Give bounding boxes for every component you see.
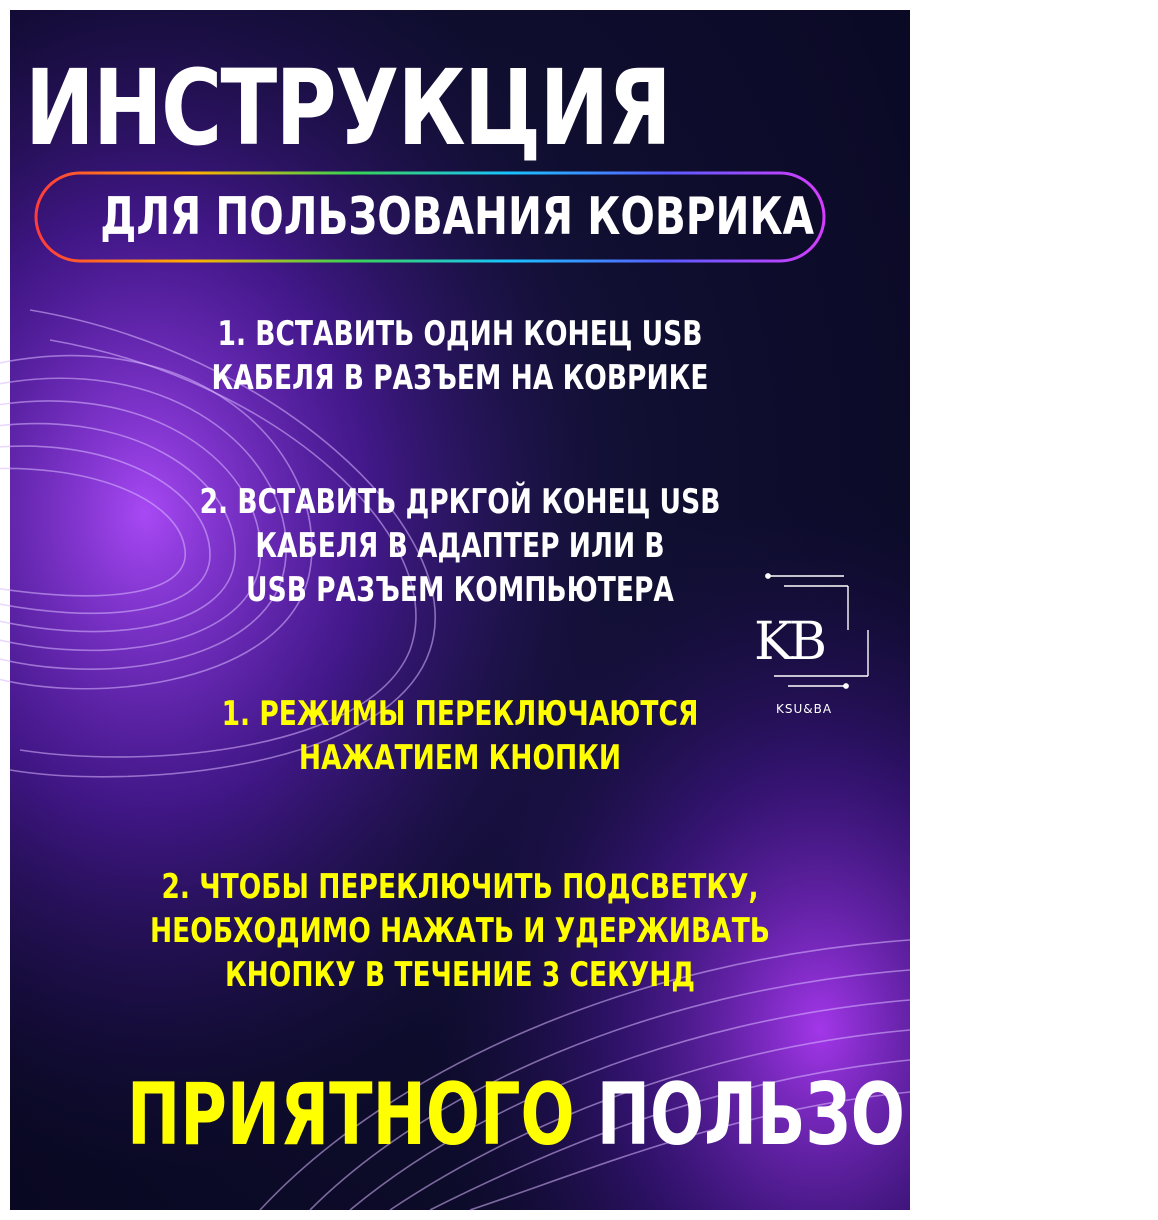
instruction-poster: [10, 10, 1158, 1210]
closing-word-2: ПОЛЬЗОВАНИЯ: [596, 1065, 1158, 1165]
step-line: 1. РЕЖИМЫ ПЕРЕКЛЮЧАЮТСЯ: [221, 694, 699, 734]
step-line: НАЖАТИЕМ КНОПКИ: [298, 738, 622, 778]
instruction-step-4: [109, 865, 811, 997]
closing-word-1: ПРИЯТНОГО: [127, 1065, 575, 1165]
step-line: USB РАЗЪЕМ КОМПЬЮТЕРА: [246, 570, 674, 610]
step-line: 2. ВСТАВИТЬ ДРКГОЙ КОНЕЦ USB: [199, 482, 721, 522]
step-line: 2. ЧТОБЫ ПЕРЕКЛЮЧИТЬ ПОДСВЕТКУ,: [161, 867, 759, 907]
step-line: КАБЕЛЯ В АДАПТЕР ИЛИ В: [255, 526, 665, 566]
step-line: 1. ВСТАВИТЬ ОДИН КОНЕЦ USB: [217, 314, 703, 354]
step-line: КНОПКУ В ТЕЧЕНИЕ 3 СЕКУНД: [224, 955, 696, 995]
instruction-step-1: [109, 312, 811, 400]
brand-logo-caption: KSU&BA: [776, 702, 833, 716]
instruction-step-3: [109, 692, 811, 780]
step-line: НЕОБХОДИМО НАЖАТЬ И УДЕРЖИВАТЬ: [149, 911, 771, 951]
step-line: КАБЕЛЯ В РАЗЪЕМ НА КОВРИКЕ: [211, 358, 709, 398]
instruction-step-2: [109, 480, 811, 612]
page-subtitle: ДЛЯ ПОЛЬЗОВАНИЯ КОВРИКА: [100, 187, 815, 247]
brand-logo-monogram: KB: [754, 612, 824, 672]
closing-message: [127, 1060, 1158, 1170]
page-title: ИНСТРУКЦИЯ: [25, 47, 671, 169]
